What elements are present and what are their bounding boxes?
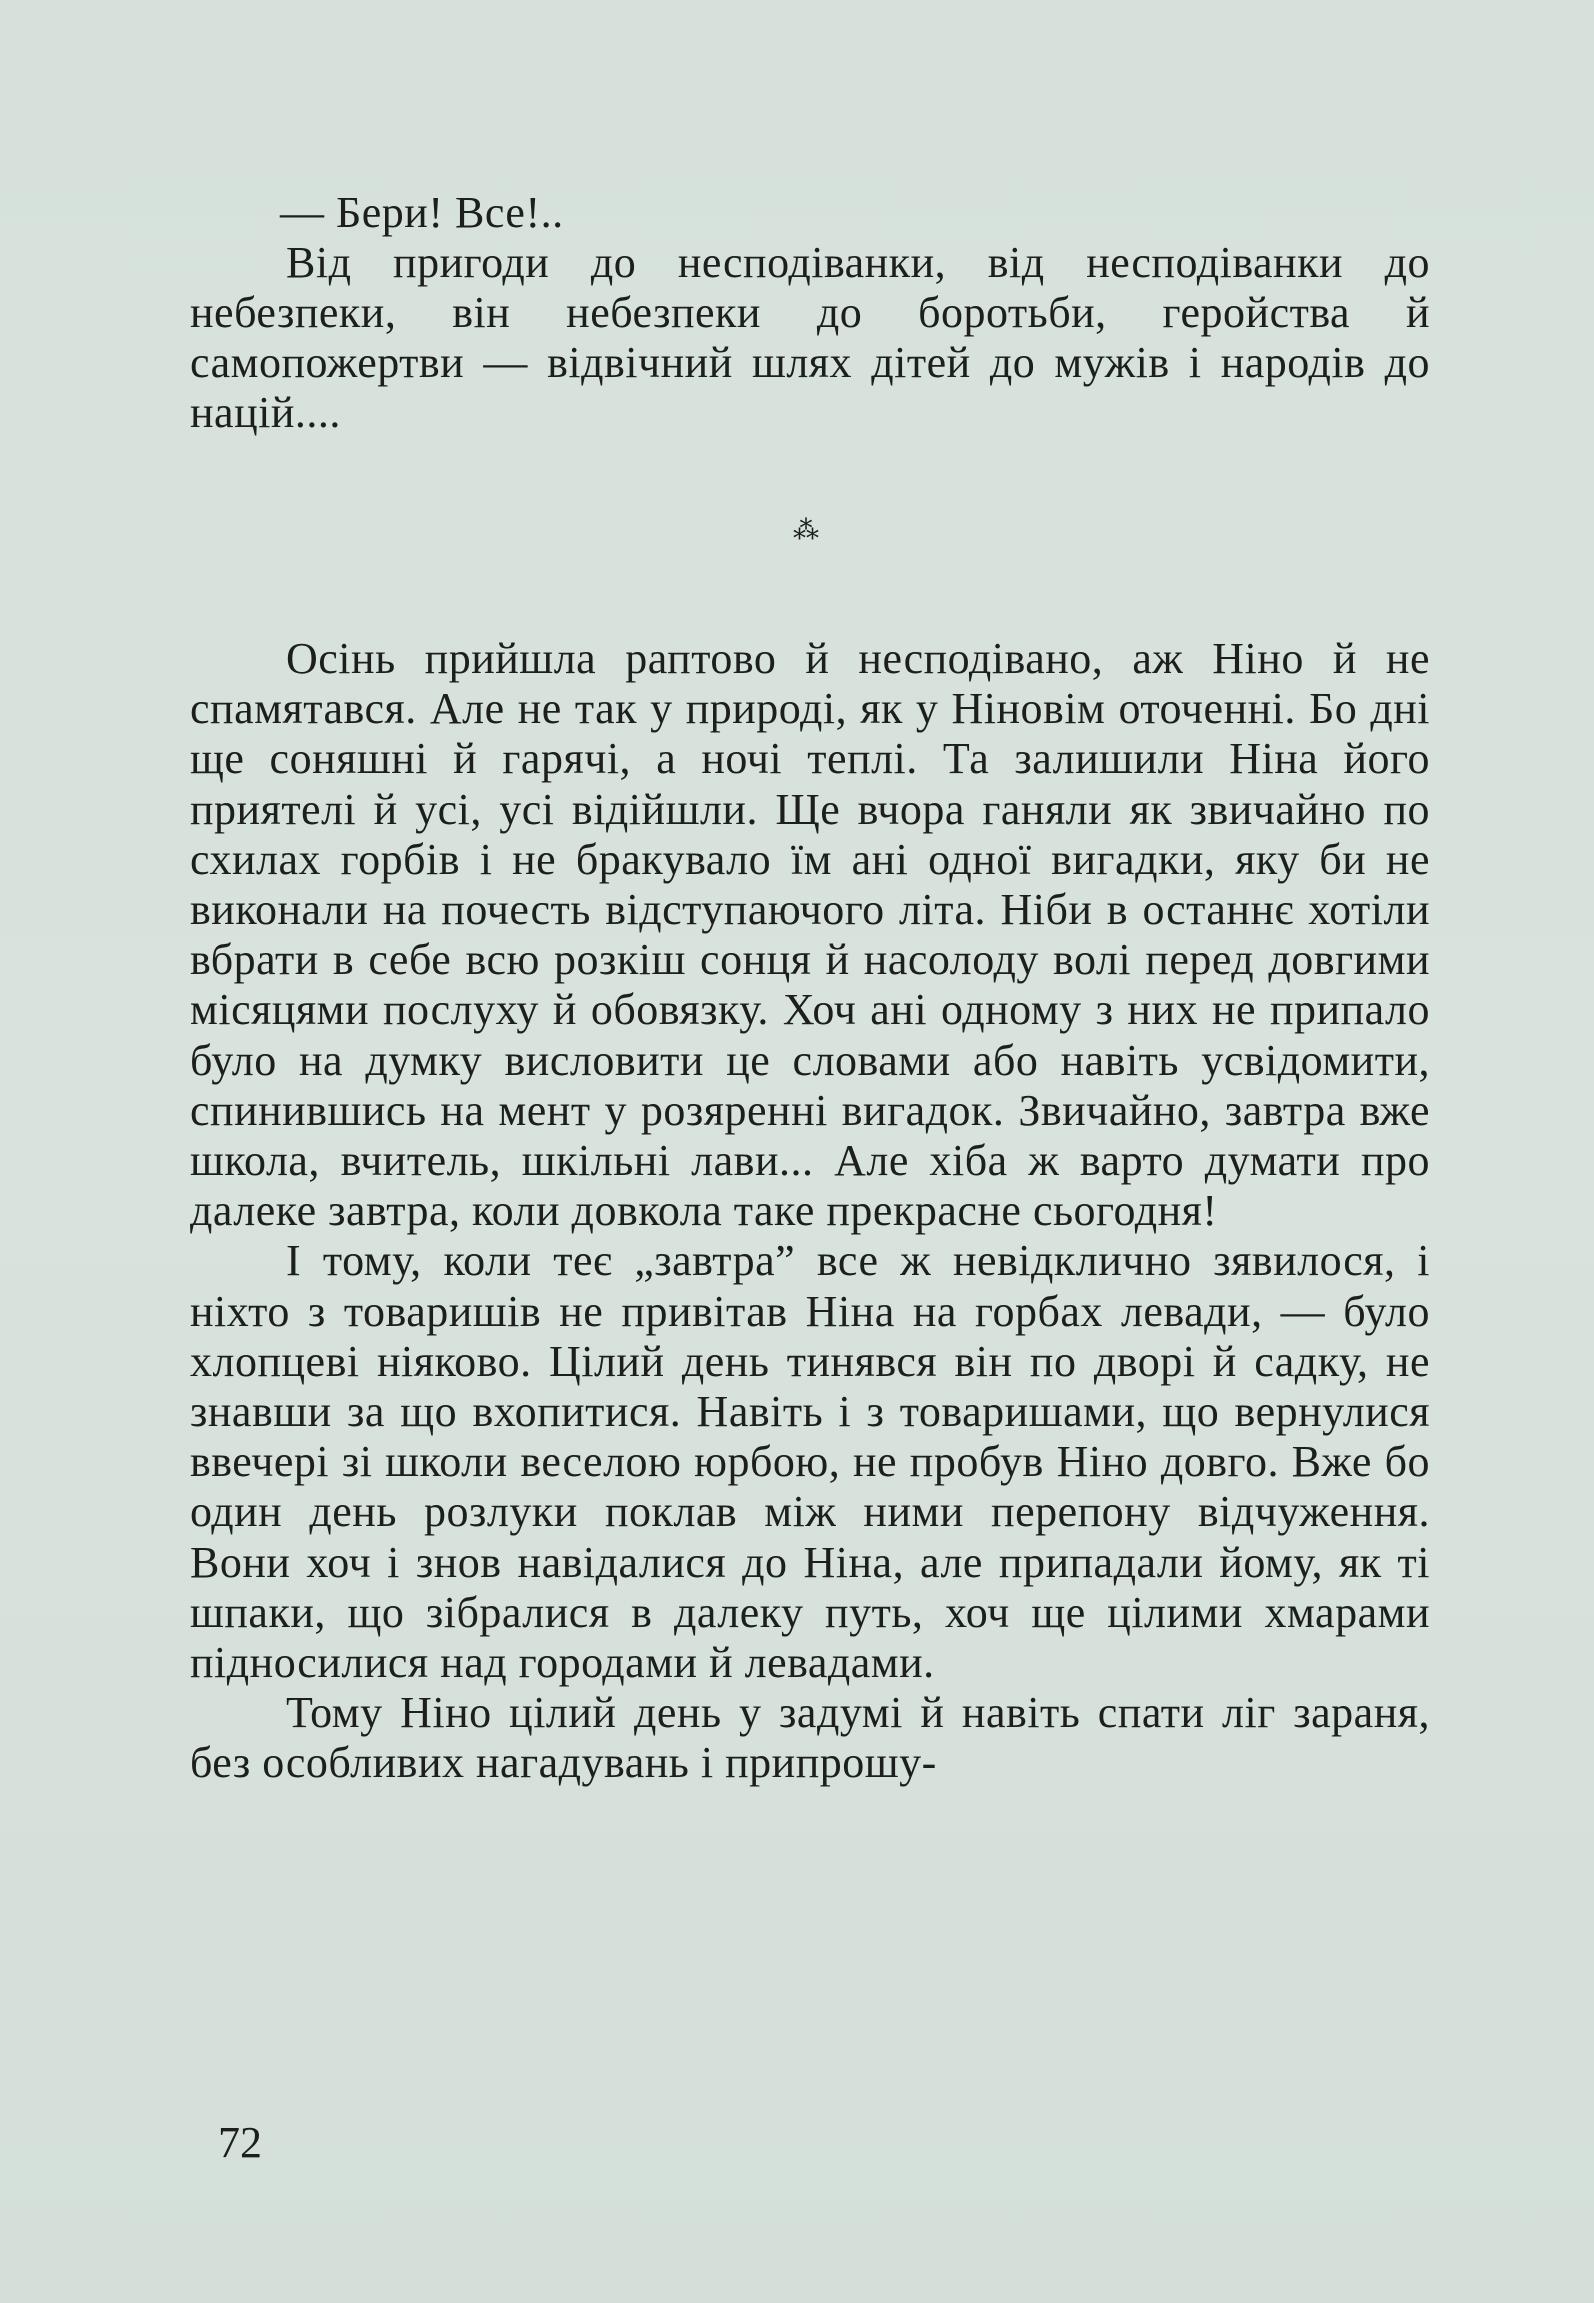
page-number: 72 [218,2118,262,2167]
paragraph-dialogue: — Бери! Все!.. [280,188,564,237]
top-text-section [190,188,1430,438]
paragraph: Тому Ніно цілий день у задумі й навіть спати ліг зараня, без особливих нагадувань і припрошу- [190,1688,1430,1788]
paragraph: Осінь прийшла раптово й несподівано, аж Ніно й не спамятався. Але не так у природі, як у Ніновім оточенні. Бо дні ще соняшні й гарячі, а ночі теплі. Та залишили Ніна його приятелі й усі, усі відійшли. Ще вчора ганяли як звичайно по схилах горбів і не бракувало їм ані одної вигадки, яку би не виконали на почесть відступаючого літа. Ніби в останнє хотіли вбрати в себе всю розкіш сонця й насолоду волі перед довгими місяцями послуху й обовязку. Хоч ані одному з них не припало було на думку висловити це словами або навіть усвідомити, спинившись на мент у розяренні вигадок. Звичайно, завтра вже школа, вчитель, шкільні лави... Але хіба ж варто думати про далеке завтра, коли довкола таке прекрасне сьогодня! [190,634,1430,1236]
main-text-section [190,634,1430,1789]
paragraph: І тому, коли теє „завтра” все ж невідклично зявилося, і ніхто з товаришів не привітав Ніна на горбах левади, — було хлопцеві ніяково. Цілий день тинявся він по дворі й садку, не знавши за що вхопитися. Навіть і з товаришами, що вернулися ввечері зі школи веселою юрбою, не пробув Ніно довго. Вже бо один день розлуки поклав між ними перепону відчуження. Вони хоч і знов навідалися до Ніна, але припадали йому, як ті шпаки, що зібралися в далеку путь, хоч ще цілими хмарами підносилися над городами й левадами. [190,1236,1430,1688]
paragraph: Від пригоди до несподіванки, від несподіванки до небезпеки, він небезпеки до боротьби, геройства й самопожертви — відвічний шлях дітей до мужів і народів до націй.... [190,238,1430,437]
section-divider-asterism: ⁂ [793,516,819,545]
